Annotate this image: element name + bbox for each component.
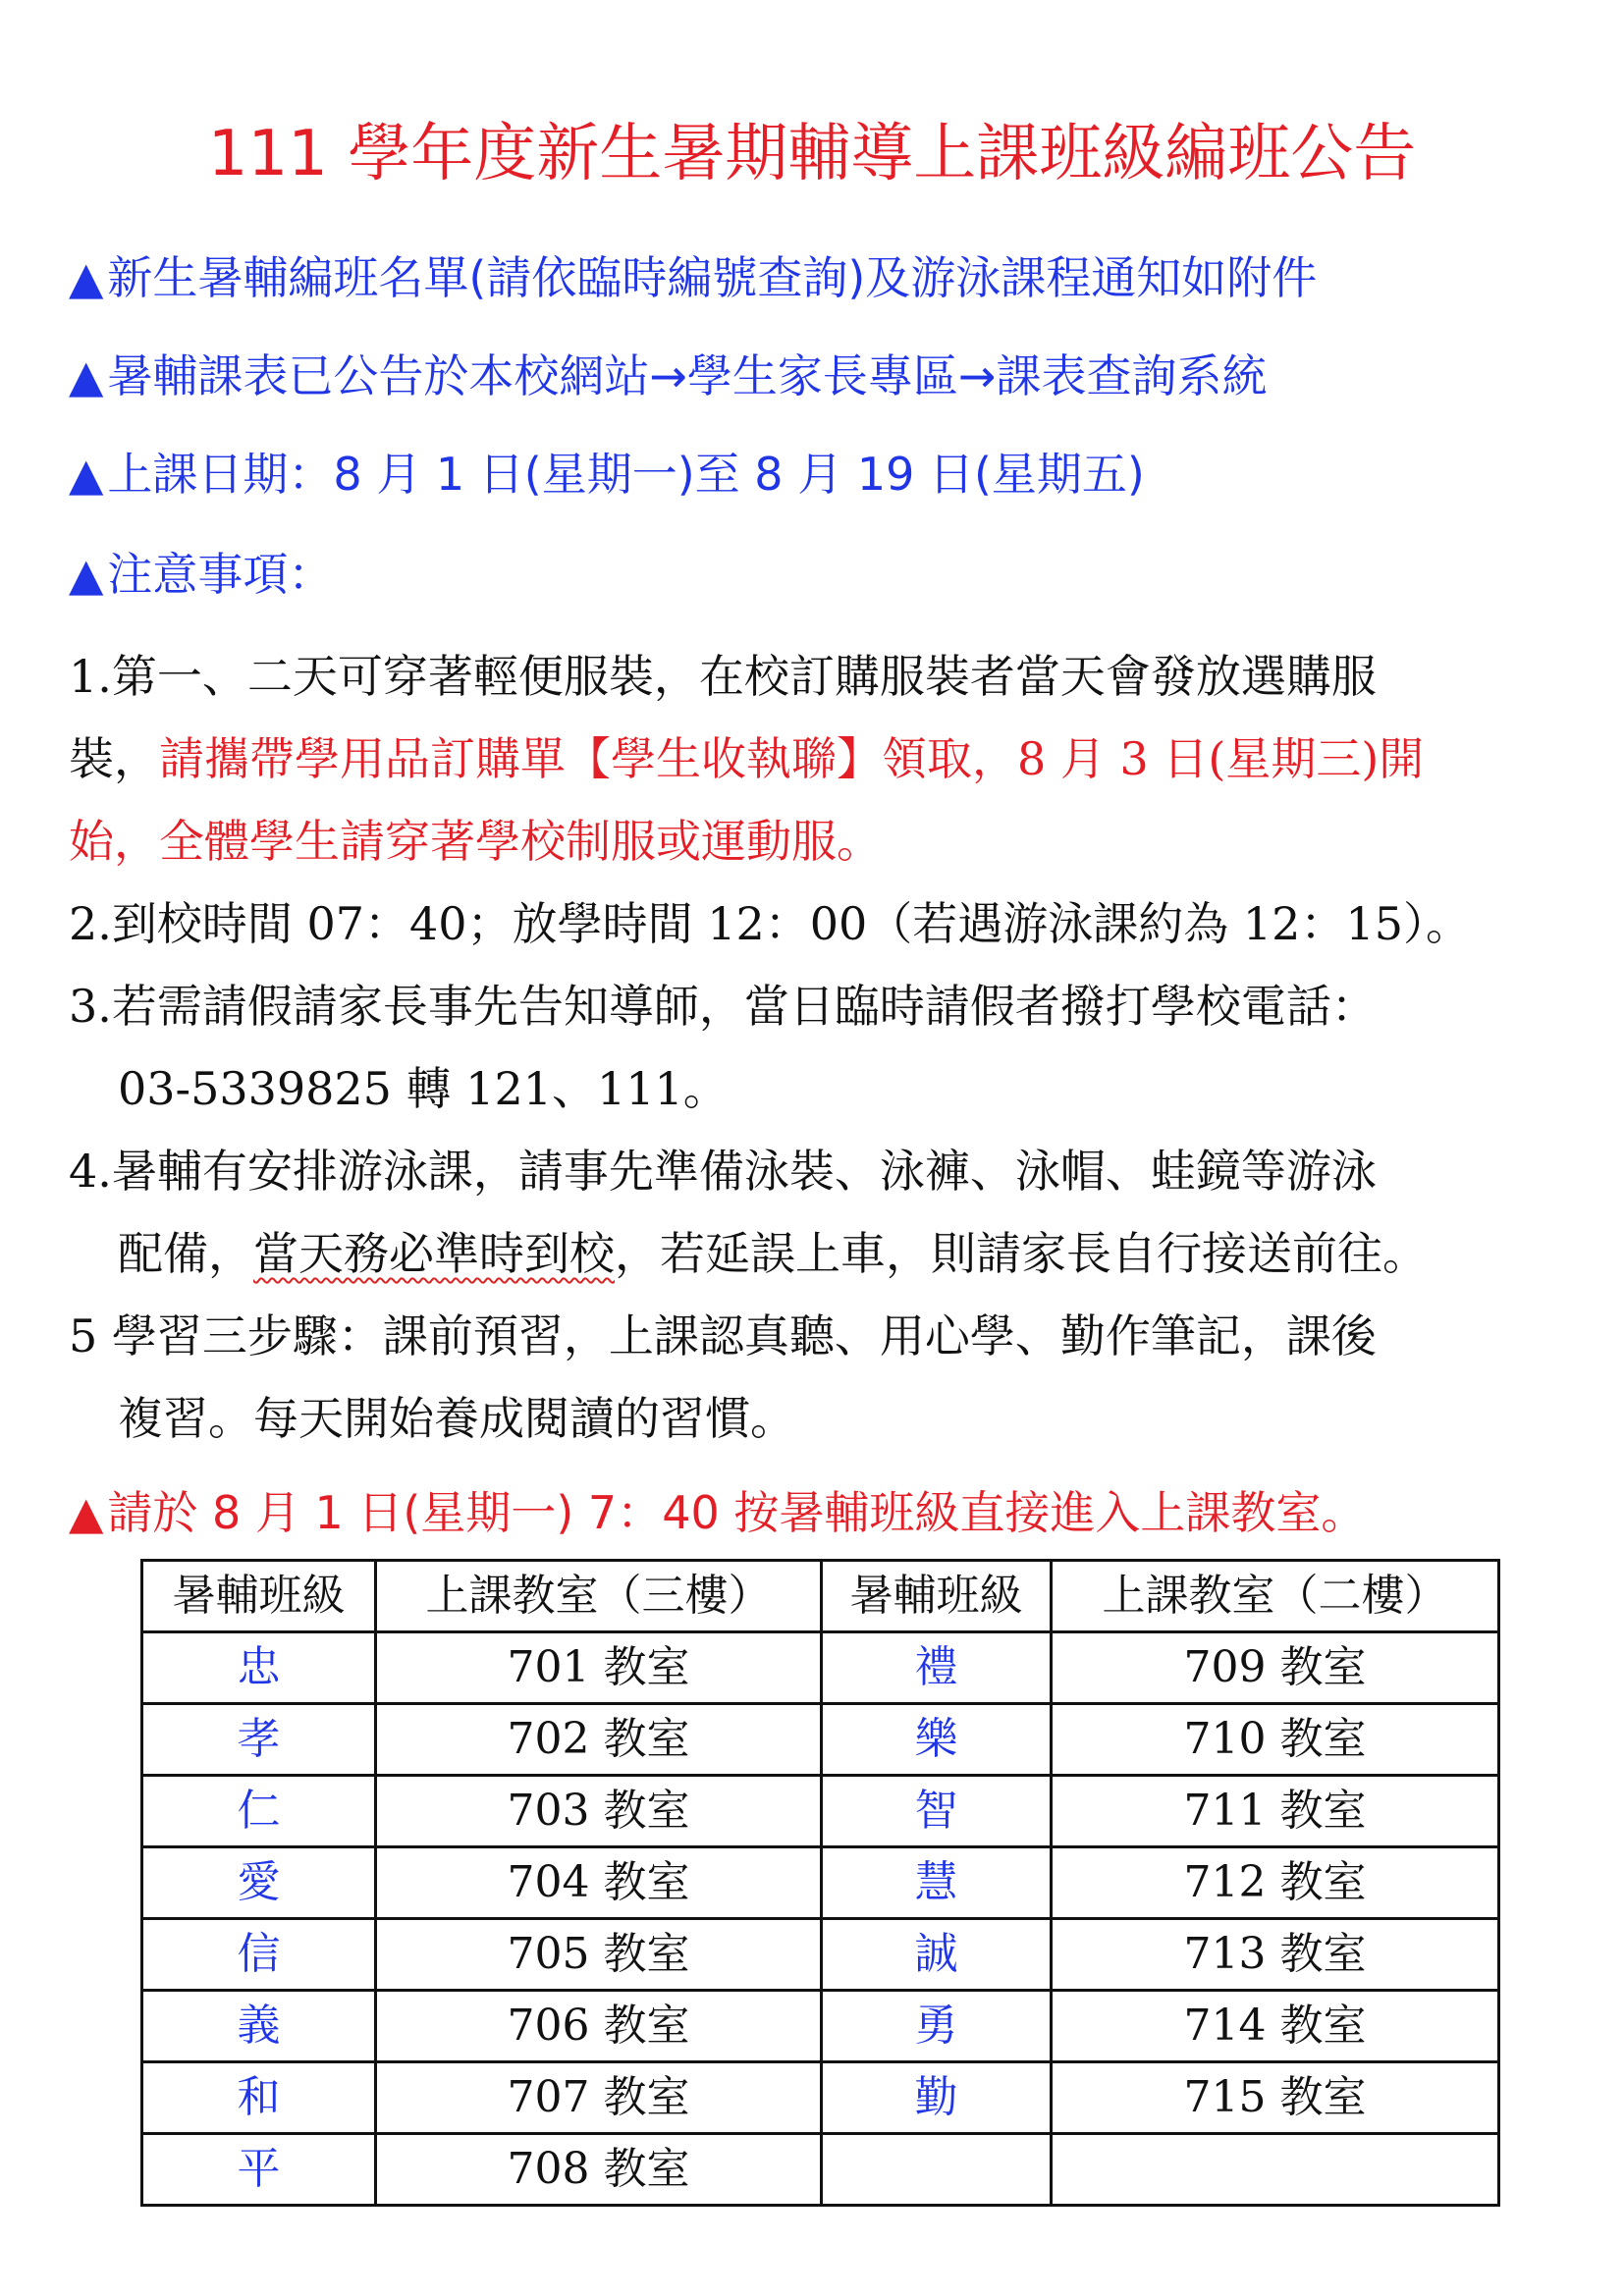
class-name: 和 xyxy=(142,2062,376,2134)
room-number: 705 教室 xyxy=(376,1919,822,1991)
note-1-line-2 xyxy=(69,726,1424,791)
bullet-text: 上課日期：8 月 1 日(星期一)至 8 月 19 日(星期五) xyxy=(107,448,1145,501)
bullet-schedule-notice xyxy=(69,344,1267,408)
class-name: 勤 xyxy=(822,2062,1052,2134)
bullet-notes-heading xyxy=(69,542,333,607)
class-name: 仁 xyxy=(142,1776,376,1847)
bullet-text: 新生暑輔編班名單(請依臨時編號查詢)及游泳課程通知如附件 xyxy=(107,251,1318,304)
header-room-3f: 上課教室（三樓） xyxy=(376,1561,822,1632)
note-5-line-1: 5 學習三步驟：課前預習，上課認真聽、用心學、勤作筆記，課後 xyxy=(69,1309,1377,1362)
triangle-icon: ▲ xyxy=(69,251,104,304)
classroom-table xyxy=(140,1559,1500,2207)
room-number: 715 教室 xyxy=(1052,2062,1499,2134)
class-name: 勇 xyxy=(822,1991,1052,2062)
room-number: 707 教室 xyxy=(376,2062,822,2134)
class-name: 平 xyxy=(142,2134,376,2206)
note-5-line-2: 複習。每天開始養成閱讀的習慣。 xyxy=(118,1392,795,1445)
room-number: 703 教室 xyxy=(376,1776,822,1847)
note-text: 配備， xyxy=(118,1227,253,1280)
note-4-line-2 xyxy=(118,1221,1428,1286)
class-name: 智 xyxy=(822,1776,1052,1847)
class-name: 禮 xyxy=(822,1632,1052,1704)
note-emphasis: 當天務必準時到校 xyxy=(253,1227,615,1280)
triangle-icon: ▲ xyxy=(69,349,104,402)
bullet-text: 注意事項： xyxy=(107,548,334,601)
header-class: 暑輔班級 xyxy=(822,1561,1052,1632)
room-number: 709 教室 xyxy=(1052,1632,1499,1704)
note-1-line-1: 1.第一、二天可穿著輕便服裝，在校訂購服裝者當天會發放選購服 xyxy=(69,650,1377,703)
room-number xyxy=(1052,2134,1499,2206)
triangle-icon: ▲ xyxy=(69,448,104,501)
table-row xyxy=(142,1632,1499,1704)
header-class: 暑輔班級 xyxy=(142,1561,376,1632)
room-number: 704 教室 xyxy=(376,1847,822,1919)
table-row xyxy=(142,1704,1499,1776)
class-name: 誠 xyxy=(822,1919,1052,1991)
class-name: 樂 xyxy=(822,1704,1052,1776)
table-row xyxy=(142,2062,1499,2134)
note-highlight: 始，全體學生請穿著學校制服或運動服。 xyxy=(69,815,882,868)
class-name: 孝 xyxy=(142,1704,376,1776)
note-3-line-1: 3.若需請假請家長事先告知導師，當日臨時請假者撥打學校電話： xyxy=(69,980,1377,1033)
class-name: 愛 xyxy=(142,1847,376,1919)
room-number: 710 教室 xyxy=(1052,1704,1499,1776)
table-row xyxy=(142,2134,1499,2206)
note-4-line-1: 4.暑輔有安排游泳課，請事先準備泳裝、泳褲、泳帽、蛙鏡等游泳 xyxy=(69,1145,1377,1198)
header-room-2f: 上課教室（二樓） xyxy=(1052,1561,1499,1632)
room-number: 706 教室 xyxy=(376,1991,822,2062)
class-name: 義 xyxy=(142,1991,376,2062)
note-text: ，若延誤上車，則請家長自行接送前往。 xyxy=(615,1227,1428,1280)
final-notice xyxy=(69,1480,1366,1545)
room-number: 701 教室 xyxy=(376,1632,822,1704)
class-name xyxy=(822,2134,1052,2206)
class-name: 忠 xyxy=(142,1632,376,1704)
triangle-icon: ▲ xyxy=(69,1486,104,1539)
room-number: 713 教室 xyxy=(1052,1919,1499,1991)
triangle-icon: ▲ xyxy=(69,548,104,601)
note-1-line-3 xyxy=(69,809,882,874)
note-2: 2.到校時間 07：40；放學時間 12：00（若遇游泳課約為 12：15）。 xyxy=(69,897,1471,950)
page-title: 111 學年度新生暑期輔導上課班級編班公告 xyxy=(207,118,1417,190)
table-row xyxy=(142,1847,1499,1919)
room-number: 711 教室 xyxy=(1052,1776,1499,1847)
room-number: 702 教室 xyxy=(376,1704,822,1776)
bullet-text: 暑輔課表已公告於本校網站→學生家長專區→課表查詢系統 xyxy=(107,349,1268,402)
class-name: 慧 xyxy=(822,1847,1052,1919)
table-header-row xyxy=(142,1561,1499,1632)
room-number: 712 教室 xyxy=(1052,1847,1499,1919)
room-number: 708 教室 xyxy=(376,2134,822,2206)
note-text: 裝， xyxy=(69,732,159,785)
table-row xyxy=(142,1776,1499,1847)
bullet-roster-notice xyxy=(69,245,1317,310)
table-row xyxy=(142,1919,1499,1991)
note-highlight: 請攜帶學用品訂購單【學生收執聯】領取，8 月 3 日(星期三)開 xyxy=(159,732,1425,785)
table-row xyxy=(142,1991,1499,2062)
room-number: 714 教室 xyxy=(1052,1991,1499,2062)
bullet-class-dates xyxy=(69,442,1145,507)
class-name: 信 xyxy=(142,1919,376,1991)
final-notice-text: 請於 8 月 1 日(星期一) 7：40 按暑輔班級直接進入上課教室。 xyxy=(107,1486,1367,1539)
note-3-line-2: 03-5339825 轉 121、111。 xyxy=(118,1062,729,1115)
